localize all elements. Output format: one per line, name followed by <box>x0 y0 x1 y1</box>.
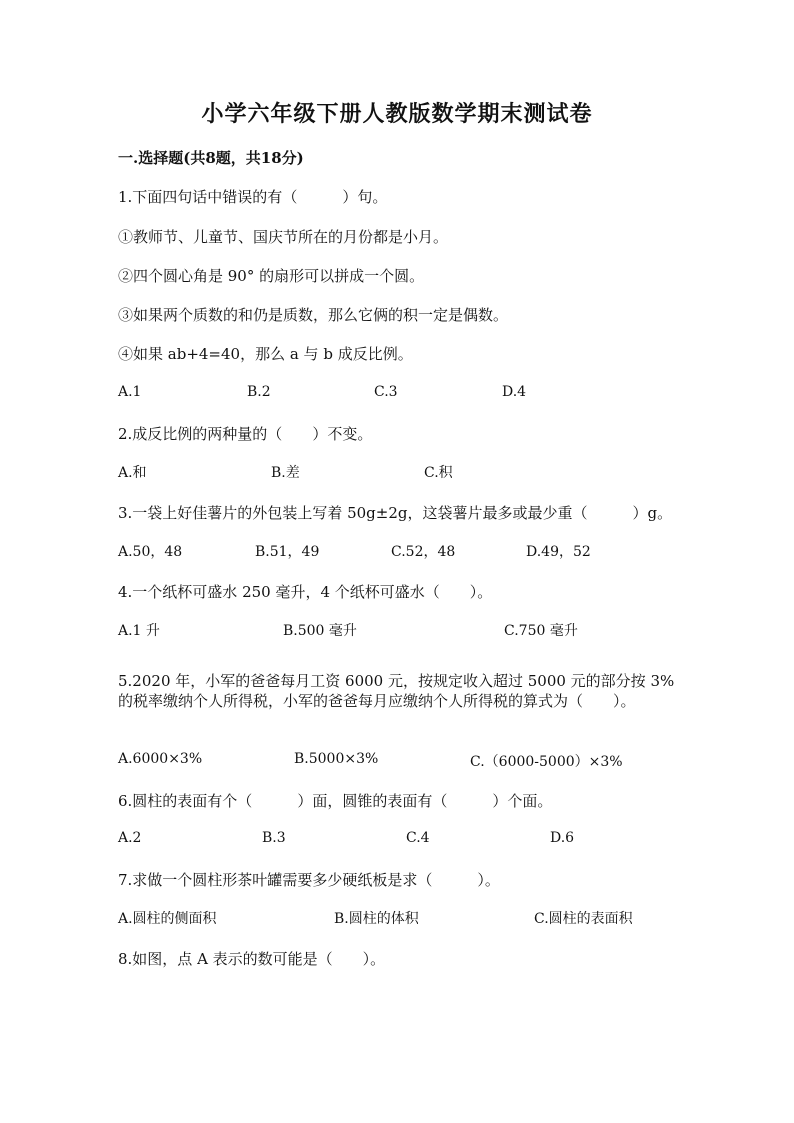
question-6-option-c: C.4 <box>406 830 430 846</box>
question-7-option-a: A.圆柱的侧面积 <box>118 911 217 927</box>
question-4-option-b: B.500 毫升 <box>283 623 357 639</box>
question-3-option-c: C.52，48 <box>391 544 456 560</box>
question-1-statement-1: ①教师节、儿童节、国庆节所在的月份都是小月。 <box>118 228 449 246</box>
question-3-option-d: D.49，52 <box>526 544 591 560</box>
question-5-option-a: A.6000×3% <box>118 751 203 767</box>
question-1-statement-4: ④如果 ab+4=40，那么 a 与 b 成反比例。 <box>118 345 413 363</box>
question-5-option-b: B.5000×3% <box>294 751 379 767</box>
question-2-option-b: B.差 <box>271 465 300 481</box>
section-header: 一.选择题(共8题，共18分) <box>118 149 304 167</box>
question-3-option-b: B.51，49 <box>255 544 320 560</box>
question-4-option-c: C.750 毫升 <box>504 623 578 639</box>
question-6-option-d: D.6 <box>550 830 575 846</box>
question-4-option-a: A.1 升 <box>118 623 160 639</box>
question-5-stem-line-1: 5.2020 年，小军的爸爸每月工资 6000 元，按规定收入超过 5000 元的部分按 3% <box>118 672 675 690</box>
question-1-option-d: D.4 <box>502 384 527 400</box>
question-1-statement-2: ②四个圆心角是 90° 的扇形可以拼成一个圆。 <box>118 267 425 285</box>
question-6-stem: 6.圆柱的表面有个（ ）面，圆锥的表面有（ ）个面。 <box>118 792 553 810</box>
question-7-stem: 7.求做一个圆柱形茶叶罐需要多少硬纸板是求（ ）。 <box>118 871 500 889</box>
question-2-stem: 2.成反比例的两种量的（ ）不变。 <box>118 425 373 443</box>
question-5-option-c: C.（6000-5000）×3% <box>470 754 623 770</box>
question-1-stem: 1.下面四句话中错误的有（ ）句。 <box>118 188 388 206</box>
question-1-option-c: C.3 <box>374 384 398 400</box>
question-4-stem: 4.一个纸杯可盛水 250 毫升，4 个纸杯可盛水（ ）。 <box>118 583 493 601</box>
question-3-stem: 3.一袋上好佳薯片的外包装上写着 50g±2g，这袋薯片最多或最少重（ ）g。 <box>118 504 673 522</box>
question-7-option-b: B.圆柱的体积 <box>334 911 419 927</box>
question-6-option-a: A.2 <box>118 830 142 846</box>
question-6-option-b: B.3 <box>262 830 286 846</box>
question-2-option-a: A.和 <box>118 465 147 481</box>
question-3-option-a: A.50，48 <box>118 544 183 560</box>
page-title: 小学六年级下册人教版数学期末测试卷 <box>201 101 593 127</box>
question-1-statement-3: ③如果两个质数的和仍是质数，那么它俩的积一定是偶数。 <box>118 306 509 324</box>
question-5-stem-line-2: 的税率缴纳个人所得税，小军的爸爸每月应缴纳个人所得税的算式为（ ）。 <box>118 692 636 710</box>
question-8-stem: 8.如图，点 A 表示的数可能是（ ）。 <box>118 950 386 968</box>
question-1-option-a: A.1 <box>118 384 142 400</box>
question-7-option-c: C.圆柱的表面积 <box>534 911 633 927</box>
question-1-option-b: B.2 <box>247 384 271 400</box>
question-2-option-c: C.积 <box>424 465 453 481</box>
